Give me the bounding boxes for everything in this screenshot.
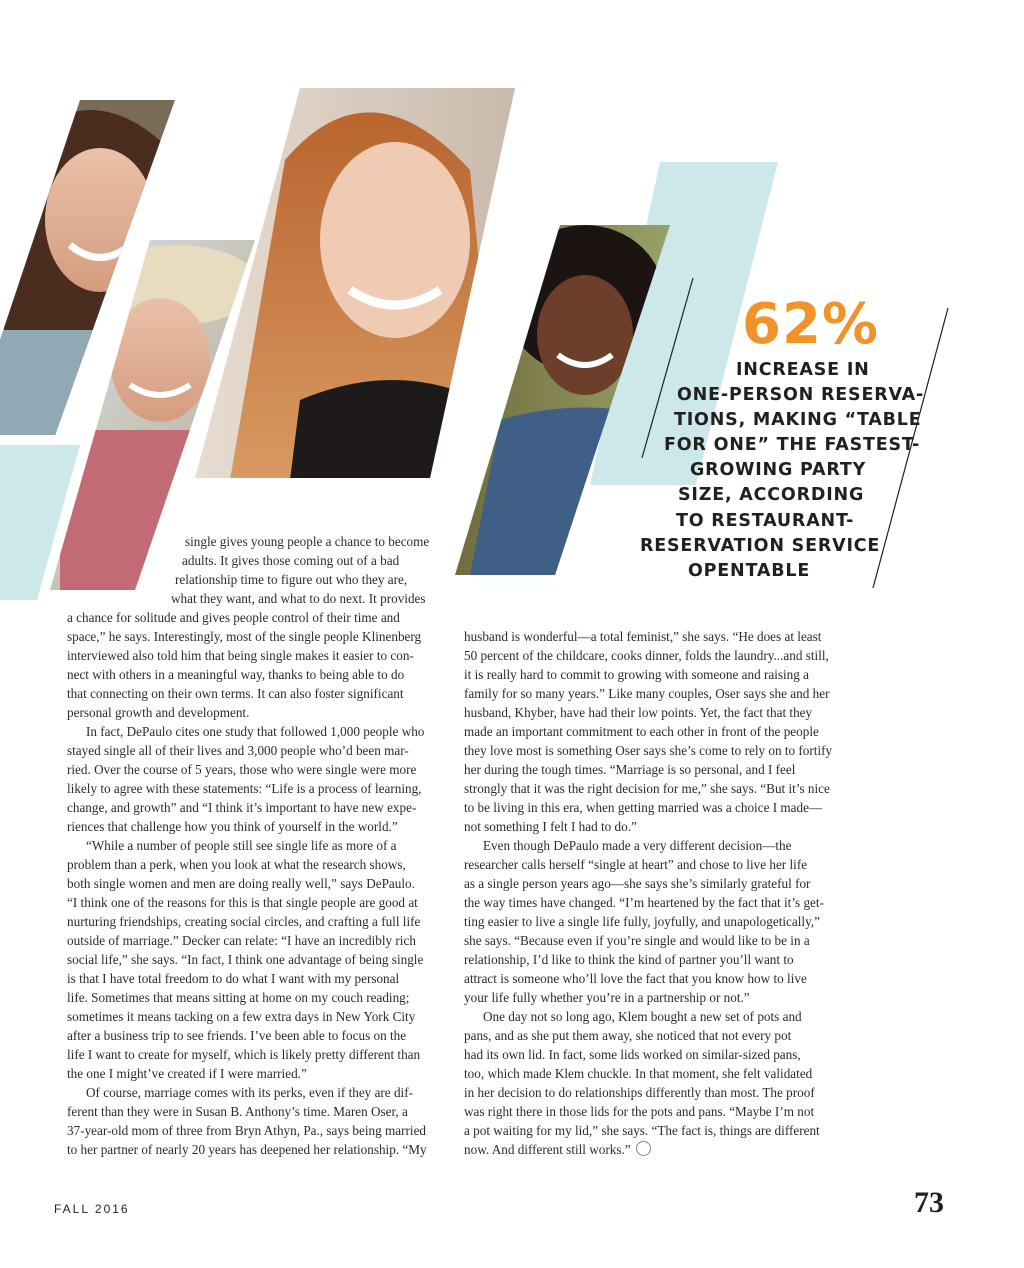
text-line: now. And different still works.”: [464, 1140, 854, 1159]
stat-caption-line: OPENTABLE: [688, 561, 811, 581]
text-line: strongly that it was the right decision for me,” she says. “But it’s nice: [464, 781, 830, 796]
text-line: life I want to create for myself, which is likely pretty different than: [67, 1047, 421, 1062]
text-line: problem than a perk, when you look at what the research shows,: [67, 857, 406, 872]
text-line: researcher calls herself “single at heart” and chose to live her life: [464, 857, 808, 872]
text-line: riences that challenge how you think of yourself in the world.”: [67, 819, 398, 834]
text-line: it is really hard to commit to growing with someone and raising a: [464, 667, 810, 682]
text-line: too, which made Klem chuckle. In that moment, she felt validated: [464, 1066, 813, 1081]
stat-caption-line: RESERVATION SERVICE: [640, 536, 881, 556]
text-line: both single women and men are doing really well,” says DePaulo.: [67, 876, 415, 891]
text-line: nect with others in a meaningful way, thanks to being able to do: [67, 667, 405, 682]
text-line: was right there in those lids for the pots and pans. “Maybe I’m not: [464, 1104, 815, 1119]
text-line: social life,” she says. “In fact, I think one advantage of being single: [67, 952, 424, 967]
stat-percentage: 62%: [742, 292, 880, 357]
text-line: husband is wonderful—a total feminist,” she says. “He does at least: [464, 629, 822, 644]
text-line: change, and growth” and “I think it’s important to have new expe-: [67, 800, 417, 815]
text-line: a pot waiting for my lid,” she says. “The fact is, things are different: [464, 1123, 820, 1138]
text-line: she says. “Because even if you’re single and would like to be in a: [464, 933, 810, 948]
text-line: is that I have total freedom to do what I want with my personal: [67, 971, 400, 986]
text-line: ried. Over the course of 5 years, those who were single were more: [67, 762, 417, 777]
text-line: after a business trip to see friends. I’ve been able to focus on the: [67, 1028, 407, 1043]
text-line: the way times have changed. “I’m heartened by the fact that it’s get-: [464, 895, 824, 910]
text-line: they love most is something Oser says she’s come to rely on to fortify: [464, 743, 833, 758]
page-number: 73: [914, 1186, 944, 1219]
text-line: interviewed also told him that being single makes it easier to con-: [67, 648, 414, 663]
text-line: the one I might’ve created if I were married.”: [67, 1066, 307, 1081]
stat-caption-line: INCREASE IN: [736, 360, 870, 380]
text-line: to her partner of nearly 20 years has deepened her relationship. “My: [67, 1142, 427, 1157]
text-line: family for so many years.” Like many couples, Oser says she and her: [464, 686, 830, 701]
stat-caption-line: GROWING PARTY: [690, 460, 867, 480]
text-line: single gives young people a chance to become: [185, 534, 430, 549]
article-column-left: [67, 532, 457, 1159]
issue-label: FALL 2016: [54, 1202, 130, 1216]
text-line: nurturing friendships, creating social circles, and crafting a full life: [67, 914, 421, 929]
text-line: “While a number of people still see single life as more of a: [86, 838, 397, 853]
text-line: likely to agree with these statements: “Life is a process of learning,: [67, 781, 422, 796]
text-line: Even though DePaulo made a very different decision—the: [483, 838, 792, 853]
text-line: “I think one of the reasons for this is that single people are good at: [67, 895, 418, 910]
text-line: In fact, DePaulo cites one study that followed 1,000 people who: [86, 724, 425, 739]
text-line: relationship, I’d like to think the kind of partner you’ll want to: [464, 952, 794, 967]
text-line: sometimes it means tacking on a few extra days in New York City: [67, 1009, 416, 1024]
text-line: 37-year-old mom of three from Bryn Athyn, Pa., says being married: [67, 1123, 427, 1138]
text-line: in her decision to do relationships differently than most. The proof: [464, 1085, 815, 1100]
stat-caption-line: TO RESTAURANT-: [676, 511, 855, 531]
stat-caption-line: TIONS, MAKING “TABLE: [674, 410, 922, 430]
text-line: adults. It gives those coming out of a bad: [182, 553, 400, 568]
text-line: to be living in this era, when getting married was a choice I made—: [464, 800, 823, 815]
text-line: your life fully whether you’re in a partnership or not.”: [464, 990, 750, 1005]
stat-caption-line: FOR ONE” THE FASTEST-: [664, 435, 921, 455]
stat-caption-line: SIZE, ACCORDING: [678, 485, 865, 505]
text-line: not something I felt I had to do.”: [464, 819, 637, 834]
text-line: ting easier to live a single life fully, joyfully, and unapologetically,”: [464, 914, 820, 929]
text-line: 50 percent of the childcare, cooks dinner, folds the laundry...and still,: [464, 648, 829, 663]
text-line: outside of marriage.” Decker can relate: “I have an incredibly rich: [67, 933, 416, 948]
text-line: ferent than they were in Susan B. Anthony’s time. Maren Oser, a: [67, 1104, 408, 1119]
text-line: One day not so long ago, Klem bought a new set of pots and: [483, 1009, 802, 1024]
text-line: had its own lid. In fact, some lids worked on similar-sized pans,: [464, 1047, 801, 1062]
text-line: space,” he says. Interestingly, most of the single people Klinenberg: [67, 629, 422, 644]
text-line: as a single person years ago—she says she’s similarly grateful for: [464, 876, 811, 891]
text-line: what they want, and what to do next. It provides: [171, 591, 426, 606]
text-line: relationship time to figure out who they are,: [175, 572, 408, 587]
magazine-end-mark-icon: [636, 1141, 651, 1156]
text-line: pans, and as she put them away, she noticed that not every pot: [464, 1028, 792, 1043]
text-line: stayed single all of their lives and 3,000 people who’d been mar-: [67, 743, 409, 758]
text-line: a chance for solitude and gives people control of their time and: [67, 610, 400, 625]
text-line: that connecting on their own terms. It can also foster significant: [67, 686, 404, 701]
text-line: attract is someone who’ll love the fact that you know how to live: [464, 971, 807, 986]
stat-caption-line: ONE-PERSON RESERVA-: [677, 385, 925, 405]
text-line: husband, Khyber, have had their low points. Yet, the fact that they: [464, 705, 813, 720]
text-line: life. Sometimes that means sitting at home on my couch reading;: [67, 990, 410, 1005]
article-column-right: [464, 627, 854, 1159]
text-line: Of course, marriage comes with its perks, even if they are dif-: [86, 1085, 414, 1100]
text-line: made an important commitment to each other in front of the people: [464, 724, 819, 739]
text-line: her during the tough times. “Marriage is so personal, and I feel: [464, 762, 796, 777]
text-line: personal growth and development.: [67, 705, 250, 720]
